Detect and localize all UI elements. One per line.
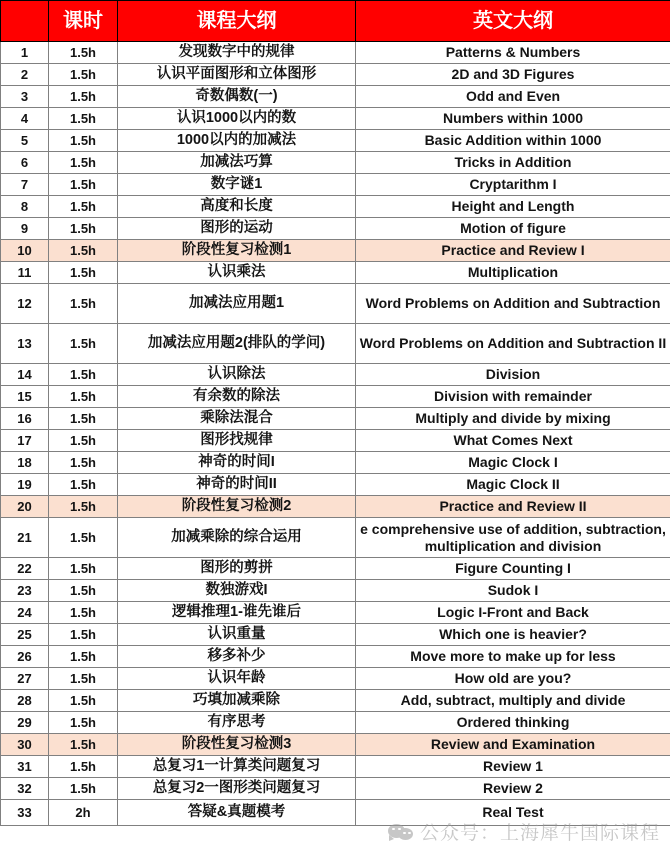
cell-hours: 1.5h xyxy=(49,108,118,130)
table-body xyxy=(1,42,670,826)
cell-lesson-number: 28 xyxy=(1,690,49,712)
cell-hours: 1.5h xyxy=(49,284,118,324)
cell-hours: 1.5h xyxy=(49,756,118,778)
table-row xyxy=(1,152,670,174)
table-row xyxy=(1,580,670,602)
cell-lesson-number: 23 xyxy=(1,580,49,602)
cell-chinese-outline: 加减法巧算 xyxy=(118,152,356,174)
cell-chinese-outline: 逻辑推理1-谁先谁后 xyxy=(118,602,356,624)
cell-lesson-number: 17 xyxy=(1,430,49,452)
cell-chinese-outline: 有余数的除法 xyxy=(118,386,356,408)
table-header xyxy=(1,1,670,42)
table-row xyxy=(1,712,670,734)
table-row xyxy=(1,756,670,778)
cell-lesson-number: 31 xyxy=(1,756,49,778)
cell-hours: 1.5h xyxy=(49,64,118,86)
cell-hours: 1.5h xyxy=(49,496,118,518)
cell-chinese-outline: 图形找规律 xyxy=(118,430,356,452)
cell-lesson-number: 9 xyxy=(1,218,49,240)
cell-english-outline: Review and Examination xyxy=(356,734,670,756)
cell-chinese-outline: 神奇的时间I xyxy=(118,452,356,474)
cell-chinese-outline: 阶段性复习检测2 xyxy=(118,496,356,518)
cell-lesson-number: 22 xyxy=(1,558,49,580)
cell-lesson-number: 16 xyxy=(1,408,49,430)
cell-english-outline: Division with remainder xyxy=(356,386,670,408)
table-row xyxy=(1,364,670,386)
cell-hours: 1.5h xyxy=(49,324,118,364)
cell-english-outline: e comprehensive use of addition, subtraction, multiplication and division xyxy=(356,518,670,558)
table-row xyxy=(1,690,670,712)
cell-english-outline: Word Problems on Addition and Subtraction xyxy=(356,284,670,324)
cell-lesson-number: 30 xyxy=(1,734,49,756)
cell-chinese-outline: 图形的运动 xyxy=(118,218,356,240)
cell-chinese-outline: 答疑&真题模考 xyxy=(118,800,356,826)
table-row xyxy=(1,86,670,108)
cell-english-outline: What Comes Next xyxy=(356,430,670,452)
cell-hours: 1.5h xyxy=(49,408,118,430)
cell-hours: 1.5h xyxy=(49,690,118,712)
cell-english-outline: Patterns & Numbers xyxy=(356,42,670,64)
cell-lesson-number: 25 xyxy=(1,624,49,646)
cell-chinese-outline: 数独游戏I xyxy=(118,580,356,602)
table-row xyxy=(1,778,670,800)
table-row xyxy=(1,452,670,474)
cell-lesson-number: 4 xyxy=(1,108,49,130)
cell-chinese-outline: 图形的剪拼 xyxy=(118,558,356,580)
watermark-text: 公众号：上海犀牛国际课程 xyxy=(420,822,661,844)
table-row xyxy=(1,474,670,496)
cell-lesson-number: 33 xyxy=(1,800,49,826)
cell-hours: 1.5h xyxy=(49,386,118,408)
table-row xyxy=(1,646,670,668)
cell-lesson-number: 29 xyxy=(1,712,49,734)
cell-english-outline: Cryptarithm I xyxy=(356,174,670,196)
cell-hours: 1.5h xyxy=(49,474,118,496)
header-row xyxy=(1,1,670,42)
cell-chinese-outline: 有序思考 xyxy=(118,712,356,734)
column-header-hours: 课时 xyxy=(49,1,118,42)
table-row xyxy=(1,800,670,826)
table-row xyxy=(1,602,670,624)
cell-chinese-outline: 1000以内的加减法 xyxy=(118,130,356,152)
cell-english-outline: Practice and Review II xyxy=(356,496,670,518)
cell-lesson-number: 20 xyxy=(1,496,49,518)
table-row xyxy=(1,262,670,284)
cell-english-outline: Figure Counting I xyxy=(356,558,670,580)
cell-hours: 1.5h xyxy=(49,174,118,196)
cell-english-outline: Multiply and divide by mixing xyxy=(356,408,670,430)
table-row xyxy=(1,64,670,86)
table-row xyxy=(1,130,670,152)
cell-hours: 1.5h xyxy=(49,86,118,108)
table-row xyxy=(1,324,670,364)
cell-lesson-number: 19 xyxy=(1,474,49,496)
cell-english-outline: Division xyxy=(356,364,670,386)
table-row xyxy=(1,496,670,518)
cell-english-outline: Basic Addition within 1000 xyxy=(356,130,670,152)
cell-hours: 1.5h xyxy=(49,430,118,452)
cell-chinese-outline: 阶段性复习检测1 xyxy=(118,240,356,262)
cell-hours: 1.5h xyxy=(49,364,118,386)
cell-chinese-outline: 移多补少 xyxy=(118,646,356,668)
table-row xyxy=(1,240,670,262)
cell-hours: 1.5h xyxy=(49,262,118,284)
cell-chinese-outline: 数字谜1 xyxy=(118,174,356,196)
cell-chinese-outline: 认识重量 xyxy=(118,624,356,646)
cell-chinese-outline: 加减法应用题2(排队的学问) xyxy=(118,324,356,364)
cell-chinese-outline: 总复习2一图形类问题复习 xyxy=(118,778,356,800)
column-header-chinese-outline: 课程大纲 xyxy=(118,1,356,42)
cell-hours: 1.5h xyxy=(49,452,118,474)
cell-english-outline: Real Test xyxy=(356,800,670,826)
table-row xyxy=(1,668,670,690)
cell-lesson-number: 15 xyxy=(1,386,49,408)
cell-english-outline: Magic Clock II xyxy=(356,474,670,496)
cell-english-outline: Practice and Review I xyxy=(356,240,670,262)
table-row xyxy=(1,196,670,218)
column-header-english-outline: 英文大纲 xyxy=(356,1,670,42)
table-row xyxy=(1,734,670,756)
cell-lesson-number: 2 xyxy=(1,64,49,86)
cell-lesson-number: 6 xyxy=(1,152,49,174)
cell-english-outline: 2D and 3D Figures xyxy=(356,64,670,86)
cell-lesson-number: 13 xyxy=(1,324,49,364)
cell-chinese-outline: 奇数偶数(一) xyxy=(118,86,356,108)
cell-lesson-number: 1 xyxy=(1,42,49,64)
cell-english-outline: Move more to make up for less xyxy=(356,646,670,668)
cell-hours: 1.5h xyxy=(49,580,118,602)
table-row xyxy=(1,624,670,646)
cell-chinese-outline: 总复习1一计算类问题复习 xyxy=(118,756,356,778)
cell-hours: 1.5h xyxy=(49,734,118,756)
cell-hours: 1.5h xyxy=(49,558,118,580)
cell-chinese-outline: 认识1000以内的数 xyxy=(118,108,356,130)
cell-chinese-outline: 神奇的时间II xyxy=(118,474,356,496)
cell-hours: 2h xyxy=(49,800,118,826)
cell-lesson-number: 26 xyxy=(1,646,49,668)
table-row xyxy=(1,108,670,130)
table-row xyxy=(1,558,670,580)
cell-english-outline: Height and Length xyxy=(356,196,670,218)
cell-english-outline: Tricks in Addition xyxy=(356,152,670,174)
cell-english-outline: Motion of figure xyxy=(356,218,670,240)
cell-english-outline: Odd and Even xyxy=(356,86,670,108)
cell-english-outline: Review 2 xyxy=(356,778,670,800)
cell-english-outline: Add, subtract, multiply and divide xyxy=(356,690,670,712)
cell-lesson-number: 12 xyxy=(1,284,49,324)
cell-hours: 1.5h xyxy=(49,130,118,152)
cell-hours: 1.5h xyxy=(49,196,118,218)
column-header-index xyxy=(1,1,49,42)
cell-hours: 1.5h xyxy=(49,668,118,690)
cell-hours: 1.5h xyxy=(49,602,118,624)
cell-hours: 1.5h xyxy=(49,152,118,174)
cell-chinese-outline: 乘除法混合 xyxy=(118,408,356,430)
cell-english-outline: Magic Clock I xyxy=(356,452,670,474)
cell-chinese-outline: 阶段性复习检测3 xyxy=(118,734,356,756)
table-row xyxy=(1,284,670,324)
cell-lesson-number: 3 xyxy=(1,86,49,108)
cell-english-outline: Ordered thinking xyxy=(356,712,670,734)
table-row xyxy=(1,430,670,452)
cell-chinese-outline: 高度和长度 xyxy=(118,196,356,218)
cell-chinese-outline: 巧填加减乘除 xyxy=(118,690,356,712)
cell-hours: 1.5h xyxy=(49,240,118,262)
table-row xyxy=(1,218,670,240)
cell-lesson-number: 14 xyxy=(1,364,49,386)
cell-hours: 1.5h xyxy=(49,624,118,646)
cell-english-outline: Logic I-Front and Back xyxy=(356,602,670,624)
cell-chinese-outline: 认识平面图形和立体图形 xyxy=(118,64,356,86)
cell-english-outline: Which one is heavier? xyxy=(356,624,670,646)
cell-lesson-number: 27 xyxy=(1,668,49,690)
cell-english-outline: Numbers within 1000 xyxy=(356,108,670,130)
cell-hours: 1.5h xyxy=(49,218,118,240)
cell-hours: 1.5h xyxy=(49,712,118,734)
cell-lesson-number: 18 xyxy=(1,452,49,474)
cell-lesson-number: 11 xyxy=(1,262,49,284)
cell-lesson-number: 10 xyxy=(1,240,49,262)
cell-chinese-outline: 加减法应用题1 xyxy=(118,284,356,324)
cell-lesson-number: 32 xyxy=(1,778,49,800)
cell-chinese-outline: 加减乘除的综合运用 xyxy=(118,518,356,558)
table-row xyxy=(1,174,670,196)
table-row xyxy=(1,518,670,558)
cell-english-outline: Review 1 xyxy=(356,756,670,778)
cell-english-outline: How old are you? xyxy=(356,668,670,690)
cell-chinese-outline: 发现数字中的规律 xyxy=(118,42,356,64)
cell-lesson-number: 7 xyxy=(1,174,49,196)
cell-chinese-outline: 认识除法 xyxy=(118,364,356,386)
cell-lesson-number: 24 xyxy=(1,602,49,624)
cell-lesson-number: 8 xyxy=(1,196,49,218)
cell-hours: 1.5h xyxy=(49,646,118,668)
table-row xyxy=(1,408,670,430)
cell-english-outline: Sudok I xyxy=(356,580,670,602)
cell-english-outline: Multiplication xyxy=(356,262,670,284)
cell-lesson-number: 5 xyxy=(1,130,49,152)
table-row xyxy=(1,386,670,408)
cell-chinese-outline: 认识乘法 xyxy=(118,262,356,284)
cell-lesson-number: 21 xyxy=(1,518,49,558)
cell-hours: 1.5h xyxy=(49,42,118,64)
cell-english-outline: Word Problems on Addition and Subtraction II xyxy=(356,324,670,364)
cell-hours: 1.5h xyxy=(49,518,118,558)
table-row xyxy=(1,42,670,64)
cell-chinese-outline: 认识年龄 xyxy=(118,668,356,690)
cell-hours: 1.5h xyxy=(49,778,118,800)
